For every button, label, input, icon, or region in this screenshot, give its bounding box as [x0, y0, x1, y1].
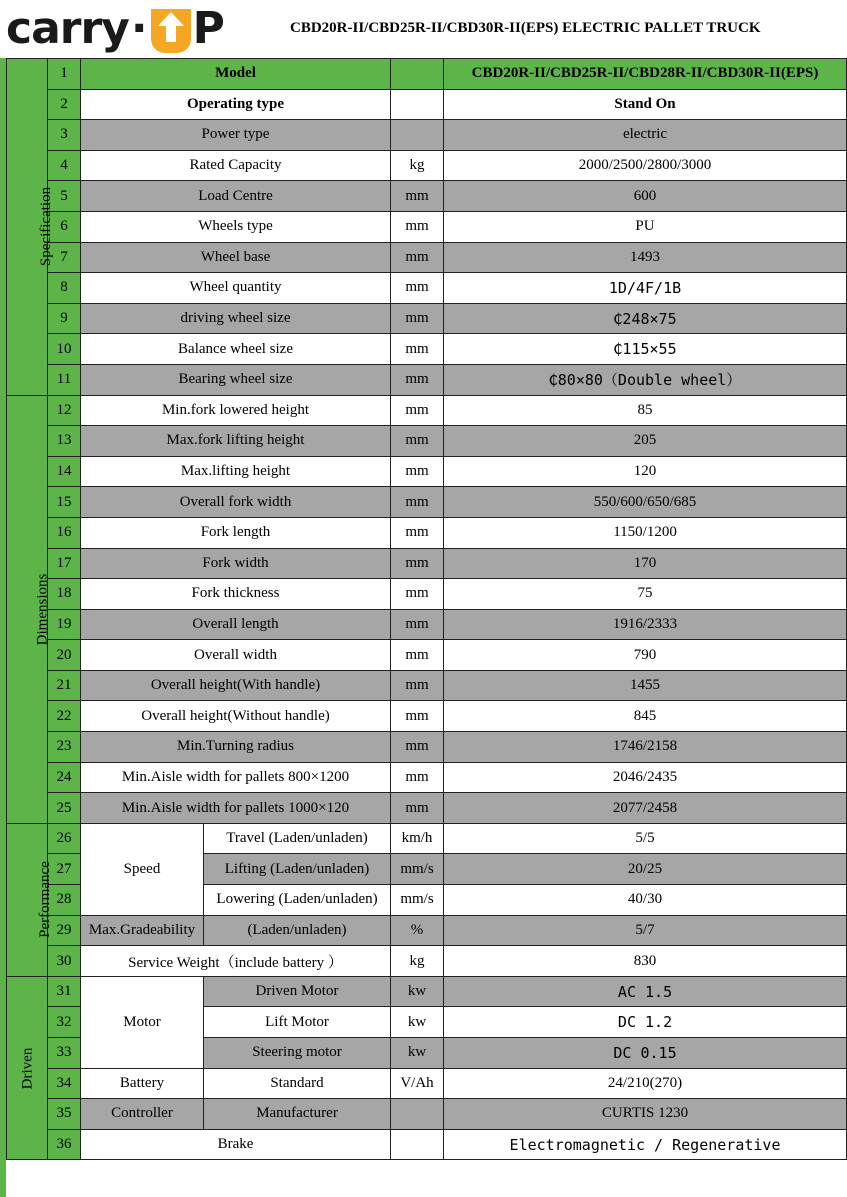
- row-value: ₵80×80（Double wheel）: [444, 364, 847, 395]
- row-unit: km/h: [391, 823, 444, 854]
- row-number: 18: [48, 579, 81, 610]
- row-unit: mm/s: [391, 854, 444, 885]
- row-label: Balance wheel size: [81, 334, 391, 365]
- row-label: (Laden/unladen): [204, 915, 391, 946]
- row-number: 36: [48, 1129, 81, 1160]
- row-value: 1150/1200: [444, 517, 847, 548]
- logo-arrow-icon: [151, 9, 191, 53]
- row-number: 8: [48, 273, 81, 304]
- row-value: 40/30: [444, 885, 847, 916]
- row-label: driving wheel size: [81, 303, 391, 334]
- table-row: [7, 334, 847, 365]
- row-unit: [391, 1099, 444, 1130]
- row-value: Electromagnetic / Regenerative: [444, 1129, 847, 1160]
- table-row: [7, 823, 847, 854]
- row-label: Overall length: [81, 609, 391, 640]
- page-title: CBD20R-II/CBD25R-II/CBD30R-II(EPS) ELECTRIC PALLET TRUCK: [290, 20, 761, 36]
- row-label: Rated Capacity: [81, 150, 391, 181]
- table-row: [7, 456, 847, 487]
- row-unit: mm: [391, 579, 444, 610]
- row-number: 26: [48, 823, 81, 854]
- row-value: 1916/2333: [444, 609, 847, 640]
- table-row: [7, 579, 847, 610]
- row-value: 550/600/650/685: [444, 487, 847, 518]
- row-value: 1493: [444, 242, 847, 273]
- row-value: CURTIS 1230: [444, 1099, 847, 1130]
- group-label-motor: Motor: [81, 976, 204, 1068]
- row-number: 13: [48, 426, 81, 457]
- table-row: [7, 273, 847, 304]
- row-unit: V/Ah: [391, 1068, 444, 1099]
- row-unit: mm: [391, 364, 444, 395]
- row-value: Stand On: [444, 89, 847, 120]
- row-value: 20/25: [444, 854, 847, 885]
- row-label: Wheel quantity: [81, 273, 391, 304]
- row-number: 30: [48, 946, 81, 977]
- row-unit: %: [391, 915, 444, 946]
- table-row: [7, 211, 847, 242]
- row-unit: mm: [391, 456, 444, 487]
- row-unit: mm/s: [391, 885, 444, 916]
- table-row: [7, 120, 847, 151]
- row-unit: [391, 89, 444, 120]
- row-number: 1: [48, 59, 81, 90]
- brand-logo: [6, 4, 224, 54]
- row-unit: mm: [391, 762, 444, 793]
- table-row: [7, 517, 847, 548]
- row-value: DC 1.2: [444, 1007, 847, 1038]
- row-unit: mm: [391, 303, 444, 334]
- row-unit: kg: [391, 150, 444, 181]
- row-value: 120: [444, 456, 847, 487]
- row-value: 790: [444, 640, 847, 671]
- row-label: Wheel base: [81, 242, 391, 273]
- table-row: [7, 487, 847, 518]
- table-row: [7, 640, 847, 671]
- table-row: [7, 426, 847, 457]
- row-label: Power type: [81, 120, 391, 151]
- table-row: [7, 670, 847, 701]
- section-specification: Specification: [7, 59, 48, 396]
- table-row: [7, 915, 847, 946]
- table-row: [7, 1099, 847, 1130]
- row-value: 5/5: [444, 823, 847, 854]
- row-label: Overall height(With handle): [81, 670, 391, 701]
- row-label: Fork thickness: [81, 579, 391, 610]
- page-header: [0, 0, 847, 58]
- group-label-controller: Controller: [81, 1099, 204, 1130]
- row-number: 23: [48, 732, 81, 763]
- row-unit: mm: [391, 487, 444, 518]
- row-unit: mm: [391, 334, 444, 365]
- row-label: Wheels type: [81, 211, 391, 242]
- row-unit: mm: [391, 548, 444, 579]
- row-value: 1D/4F/1B: [444, 273, 847, 304]
- row-label: Fork width: [81, 548, 391, 579]
- row-label: Min.Turning radius: [81, 732, 391, 763]
- table-row: [7, 1068, 847, 1099]
- row-number: 4: [48, 150, 81, 181]
- table-row: [7, 150, 847, 181]
- row-label: Min.Aisle width for pallets 1000×120: [81, 793, 391, 824]
- row-number: 16: [48, 517, 81, 548]
- row-number: 12: [48, 395, 81, 426]
- row-value: 830: [444, 946, 847, 977]
- row-number: 20: [48, 640, 81, 671]
- row-number: 19: [48, 609, 81, 640]
- table-row: [7, 976, 847, 1007]
- row-label: Overall width: [81, 640, 391, 671]
- row-number: 10: [48, 334, 81, 365]
- row-value: 170: [444, 548, 847, 579]
- table-row: [7, 762, 847, 793]
- row-label: Brake: [81, 1129, 391, 1160]
- logo-text-left: carry: [6, 3, 129, 54]
- row-label: Load Centre: [81, 181, 391, 212]
- row-unit: mm: [391, 273, 444, 304]
- row-unit: [391, 1129, 444, 1160]
- row-label: Manufacturer: [204, 1099, 391, 1130]
- spec-table: [6, 58, 847, 1160]
- table-row: [7, 701, 847, 732]
- row-number: 22: [48, 701, 81, 732]
- row-label: Overall height(Without handle): [81, 701, 391, 732]
- row-number: 17: [48, 548, 81, 579]
- row-label: Overall fork width: [81, 487, 391, 518]
- row-number: 3: [48, 120, 81, 151]
- row-number: 11: [48, 364, 81, 395]
- row-number: 5: [48, 181, 81, 212]
- row-number: 34: [48, 1068, 81, 1099]
- table-row: [7, 242, 847, 273]
- row-number: 33: [48, 1038, 81, 1069]
- table-row: [7, 364, 847, 395]
- row-unit: mm: [391, 242, 444, 273]
- row-unit: mm: [391, 609, 444, 640]
- row-label: Fork length: [81, 517, 391, 548]
- row-unit: mm: [391, 640, 444, 671]
- row-number: 7: [48, 242, 81, 273]
- row-number: 27: [48, 854, 81, 885]
- table-row: [7, 732, 847, 763]
- row-number: 25: [48, 793, 81, 824]
- row-value: CBD20R-II/CBD25R-II/CBD28R-II/CBD30R-II(EPS): [444, 59, 847, 90]
- row-label: Steering motor: [204, 1038, 391, 1069]
- row-number: 15: [48, 487, 81, 518]
- row-unit: mm: [391, 670, 444, 701]
- table-row: [7, 59, 847, 90]
- row-unit: kw: [391, 1038, 444, 1069]
- row-number: 35: [48, 1099, 81, 1130]
- table-row: [7, 89, 847, 120]
- row-number: 24: [48, 762, 81, 793]
- table-row: [7, 303, 847, 334]
- row-label: Model: [81, 59, 391, 90]
- group-label-gradeability: Max.Gradeability: [81, 915, 204, 946]
- row-number: 9: [48, 303, 81, 334]
- row-number: 21: [48, 670, 81, 701]
- table-row: [7, 181, 847, 212]
- row-number: 29: [48, 915, 81, 946]
- row-value: electric: [444, 120, 847, 151]
- row-label: Service Weight（include battery ）: [81, 946, 391, 977]
- row-label: Min.Aisle width for pallets 800×1200: [81, 762, 391, 793]
- row-unit: mm: [391, 395, 444, 426]
- row-label: Max.fork lifting height: [81, 426, 391, 457]
- logo-text-right: P: [192, 3, 224, 54]
- row-label: Bearing wheel size: [81, 364, 391, 395]
- row-label: Lifting (Laden/unladen): [204, 854, 391, 885]
- section-driven: Driven: [7, 976, 48, 1160]
- row-value: 2046/2435: [444, 762, 847, 793]
- group-label-battery: Battery: [81, 1068, 204, 1099]
- row-value: 845: [444, 701, 847, 732]
- row-unit: mm: [391, 517, 444, 548]
- row-value: 24/210(270): [444, 1068, 847, 1099]
- row-number: 32: [48, 1007, 81, 1038]
- table-row: [7, 395, 847, 426]
- row-number: 6: [48, 211, 81, 242]
- row-label: Travel (Laden/unladen): [204, 823, 391, 854]
- row-label: Lowering (Laden/unladen): [204, 885, 391, 916]
- section-performance: Performance: [7, 823, 48, 976]
- row-unit: kg: [391, 946, 444, 977]
- table-row: [7, 793, 847, 824]
- row-label: Standard: [204, 1068, 391, 1099]
- row-value: 75: [444, 579, 847, 610]
- row-unit: mm: [391, 181, 444, 212]
- table-row: [7, 1129, 847, 1160]
- row-unit: mm: [391, 211, 444, 242]
- row-value: 600: [444, 181, 847, 212]
- row-value: ₵248×75: [444, 303, 847, 334]
- row-label: Lift Motor: [204, 1007, 391, 1038]
- section-dimensions: Dimensions: [7, 395, 48, 823]
- table-row: [7, 609, 847, 640]
- table-row: [7, 946, 847, 977]
- row-value: PU: [444, 211, 847, 242]
- row-value: 1746/2158: [444, 732, 847, 763]
- row-unit: mm: [391, 732, 444, 763]
- row-label: Max.lifting height: [81, 456, 391, 487]
- row-value: 2077/2458: [444, 793, 847, 824]
- row-value: 1455: [444, 670, 847, 701]
- group-label-speed: Speed: [81, 823, 204, 915]
- row-unit: [391, 59, 444, 90]
- row-value: 2000/2500/2800/3000: [444, 150, 847, 181]
- row-value: 205: [444, 426, 847, 457]
- row-value: AC 1.5: [444, 976, 847, 1007]
- row-label: Min.fork lowered height: [81, 395, 391, 426]
- row-number: 14: [48, 456, 81, 487]
- row-value: 5/7: [444, 915, 847, 946]
- row-label: Operating type: [81, 89, 391, 120]
- row-value: DC 0.15: [444, 1038, 847, 1069]
- row-unit: mm: [391, 701, 444, 732]
- row-unit: kw: [391, 976, 444, 1007]
- row-value: 85: [444, 395, 847, 426]
- row-number: 31: [48, 976, 81, 1007]
- row-unit: kw: [391, 1007, 444, 1038]
- row-number: 2: [48, 89, 81, 120]
- row-unit: mm: [391, 426, 444, 457]
- row-value: ₵115×55: [444, 334, 847, 365]
- row-number: 28: [48, 885, 81, 916]
- row-unit: [391, 120, 444, 151]
- row-unit: mm: [391, 793, 444, 824]
- row-label: Driven Motor: [204, 976, 391, 1007]
- logo-dot: ·: [130, 3, 147, 54]
- table-row: [7, 548, 847, 579]
